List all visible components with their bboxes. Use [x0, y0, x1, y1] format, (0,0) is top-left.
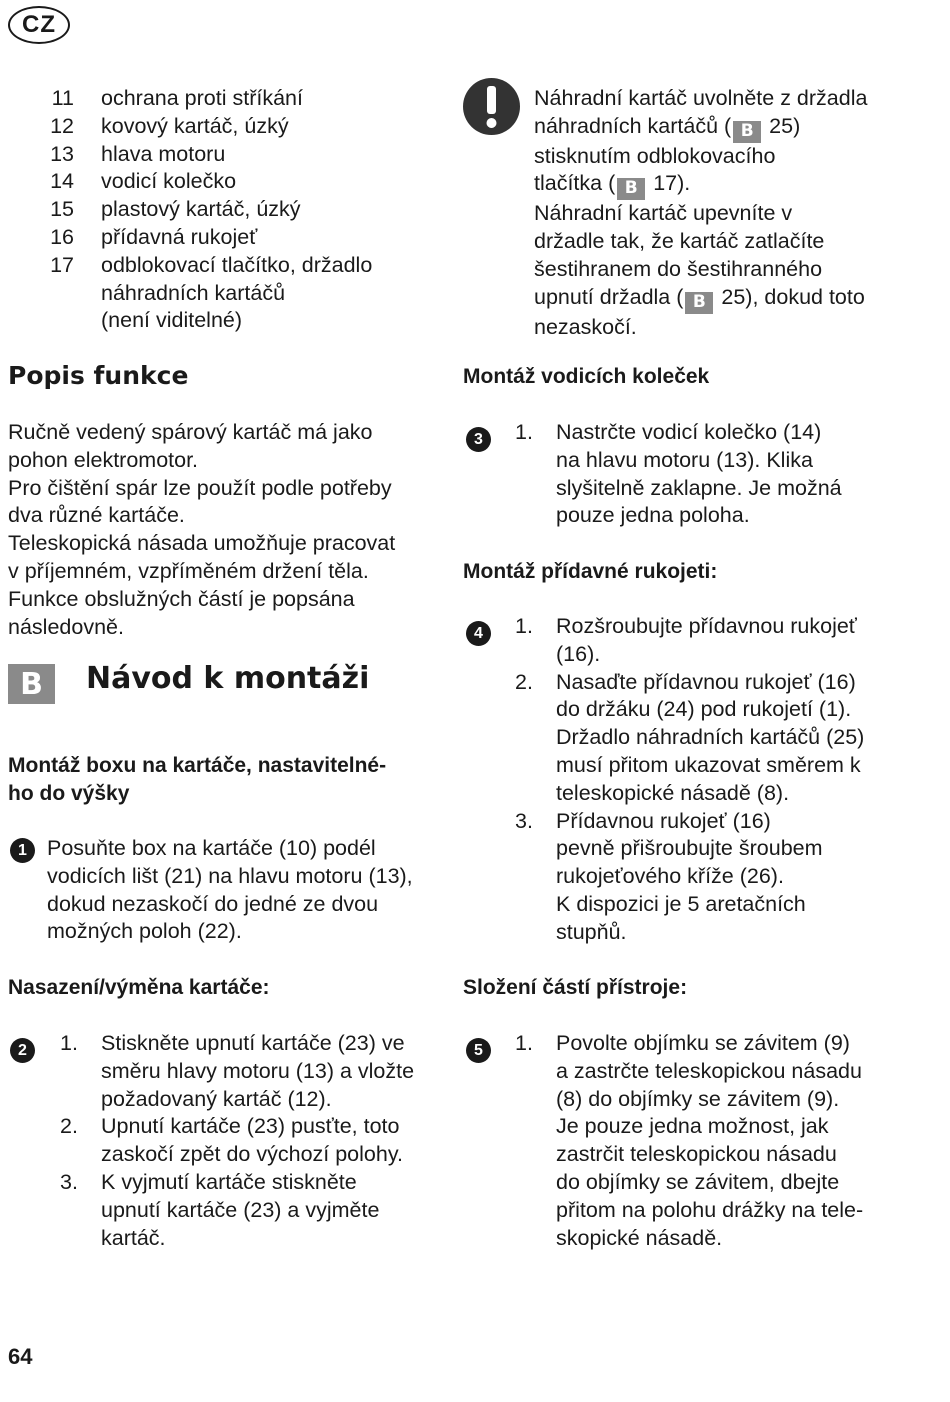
subheading-handle: Montáž přídavné rukojeti:	[463, 560, 718, 583]
text-line: náhradních kartáčů ( B 25)	[534, 113, 801, 141]
step-marker-1: 1	[10, 838, 35, 863]
text-line: vodicích lišt (21) na hlavu motoru (13),	[47, 863, 413, 888]
step-text-line: Nasaďte přídavnou rukojeť (16)	[556, 669, 856, 694]
step-text-line: zaskočí zpět do výchozí polohy.	[101, 1142, 403, 1167]
step-text-line: K vyjmutí kartáče stiskněte	[101, 1170, 357, 1194]
text-line: Pro čištění spár lze použít podle potřeby	[8, 475, 392, 500]
parts-list-item	[44, 113, 424, 141]
step-text-line: (8) do objímky se závitem (9).	[556, 1086, 840, 1111]
text-line: stisknutím odblokovacího	[534, 143, 776, 168]
step-text-line: stupňů.	[556, 919, 627, 944]
text-line: držadle tak, že kartáč zatlačíte	[534, 229, 825, 254]
text-line: dokud nezaskočí do jedné ze dvou	[47, 891, 379, 916]
part-label: plastový kartáč, úzký	[101, 197, 301, 222]
part-number: 11	[51, 86, 74, 110]
text-line: dva různé kartáče.	[8, 503, 185, 528]
text-line: Posuňte box na kartáče (10) podél	[47, 836, 376, 860]
figure-b-badge-inline: B	[733, 121, 761, 143]
text-line: pohon elektromotor.	[8, 447, 199, 472]
subheading-brush-change: Nasazení/výměna kartáče:	[8, 976, 270, 999]
figure-b-badge: B	[8, 664, 55, 704]
note-text	[534, 85, 934, 341]
exclamation-icon	[463, 78, 520, 135]
parts-list-item	[44, 141, 424, 169]
step-text-line: přitom na polohu drážky na tele-	[556, 1197, 864, 1222]
step-text-line: Povolte objímku se závitem (9)	[556, 1031, 850, 1055]
step-text-line: skopické násadě.	[556, 1225, 723, 1250]
step-text-line: Přídavnou rukojeť (16)	[556, 808, 771, 833]
step-number: 3.	[515, 808, 533, 833]
text-line: Teleskopická násada umožňuje pracovat	[8, 531, 396, 556]
step-number: 1.	[515, 614, 533, 638]
parts-list-item	[44, 252, 424, 280]
part-label: ochrana proti stříkání	[101, 86, 303, 110]
step-text-line: slyšitelně zaklapne. Je možná	[556, 475, 842, 500]
step-text-line: (16).	[556, 641, 601, 666]
section-title-function: Popis funkce	[8, 361, 189, 390]
step-text-line: Nastrčte vodicí kolečko (14)	[556, 420, 822, 444]
heading-line: ho do výšky	[8, 782, 130, 805]
part-number: 13	[50, 141, 74, 166]
step-number: 2.	[515, 669, 533, 694]
brush-box-instructions	[47, 835, 447, 946]
step-number: 3.	[60, 1170, 78, 1194]
text-line: tlačítka ( B 17).	[534, 171, 691, 199]
figure-b-badge-inline: B	[617, 178, 645, 200]
step-text-line: směru hlavy motoru (13) a vložte	[101, 1058, 415, 1083]
step-text-line: Držadlo náhradních kartáčů (25)	[556, 725, 865, 750]
step-text-line: pevně přišroubujte šroubem	[556, 836, 823, 861]
part-label: (není viditelné)	[101, 308, 243, 333]
function-description	[8, 419, 438, 641]
parts-list-item	[44, 307, 424, 335]
parts-list-item	[44, 196, 424, 224]
step-text-line: Upnutí kartáče (23) pusťte, toto	[101, 1114, 400, 1139]
figure-b-badge-inline: B	[685, 292, 713, 314]
step-text-line: Je pouze jedna možnost, jak	[556, 1114, 829, 1139]
step-number: 1.	[60, 1031, 78, 1055]
step-text-line: kartáč.	[101, 1225, 166, 1250]
section-title-assembly: Návod k montáži	[86, 661, 370, 696]
part-label: kovový kartáč, úzký	[101, 113, 289, 138]
language-badge: CZ	[8, 6, 70, 44]
subheading-fold: Složení částí přístroje:	[463, 976, 688, 999]
part-number: 17	[50, 252, 74, 277]
step-marker-2: 2	[10, 1038, 35, 1063]
step-text-line: na hlavu motoru (13). Klika	[556, 447, 813, 472]
text-line: následovně.	[8, 614, 124, 639]
step-text-line: teleskopické násadě (8).	[556, 780, 790, 805]
step-text-line: rukojeťového kříže (26).	[556, 864, 784, 889]
step-text-line: do objímky se závitem, dbejte	[556, 1169, 840, 1194]
step-marker-3: 3	[466, 427, 491, 452]
text-line: nezaskočí.	[534, 314, 637, 339]
step-marker-5: 5	[466, 1038, 491, 1063]
parts-list-item	[44, 224, 424, 252]
step-text-line: musí přitom ukazovat směrem k	[556, 752, 861, 777]
parts-list-item	[44, 280, 424, 308]
part-label: přídavná rukojeť	[101, 224, 258, 249]
step-marker-4: 4	[466, 621, 491, 646]
text-line: Náhradní kartáč uvolněte z držadla	[534, 86, 868, 110]
subheading-brush-box	[8, 752, 438, 808]
text-line: možných poloh (22).	[47, 919, 242, 944]
parts-list	[44, 85, 424, 335]
step-text-line: zastrčit teleskopickou násadu	[556, 1142, 837, 1167]
part-number: 14	[50, 169, 74, 194]
step-text-line: Rozšroubujte přídavnou rukojeť	[556, 614, 857, 638]
part-label: odblokovací tlačítko, držadlo	[101, 252, 373, 277]
step-text-line: upnutí kartáče (23) a vyjměte	[101, 1197, 380, 1222]
text-line: v příjemném, vzpříměném držení těla.	[8, 558, 369, 583]
step-number: 1.	[515, 1031, 533, 1055]
text-line: upnutí držadla ( B 25), dokud toto	[534, 284, 865, 312]
part-number: 15	[50, 197, 74, 222]
part-label: vodicí kolečko	[101, 169, 237, 194]
page-number: 64	[8, 1344, 33, 1369]
parts-list-item	[44, 85, 424, 113]
part-number: 12	[50, 113, 74, 138]
step-number: 1.	[515, 420, 533, 444]
step-text-line: a zastrčte teleskopickou násadu	[556, 1058, 862, 1083]
step-text-line: požadovaný kartáč (12).	[101, 1086, 332, 1111]
text-line: Funkce obslužných částí je popsána	[8, 586, 355, 611]
part-number: 16	[50, 224, 74, 249]
part-label: hlava motoru	[101, 141, 226, 166]
heading-line: Montáž boxu na kartáče, nastavitelné-	[8, 754, 387, 777]
step-text-line: Stiskněte upnutí kartáče (23) ve	[101, 1031, 405, 1055]
step-text-line: pouze jedna poloha.	[556, 503, 750, 528]
subheading-wheels: Montáž vodicích koleček	[463, 365, 710, 388]
text-line: Náhradní kartáč upevníte v	[534, 201, 793, 226]
text-line: Ručně vedený spárový kartáč má jako	[8, 420, 373, 444]
step-number: 2.	[60, 1114, 78, 1139]
step-text-line: do držáku (24) pod rukojetí (1).	[556, 697, 852, 722]
step-text-line: K dispozici je 5 aretačních	[556, 891, 806, 916]
parts-list-item	[44, 168, 424, 196]
text-line: šestihranem do šestihranného	[534, 256, 823, 281]
part-label: náhradních kartáčů	[101, 280, 286, 305]
